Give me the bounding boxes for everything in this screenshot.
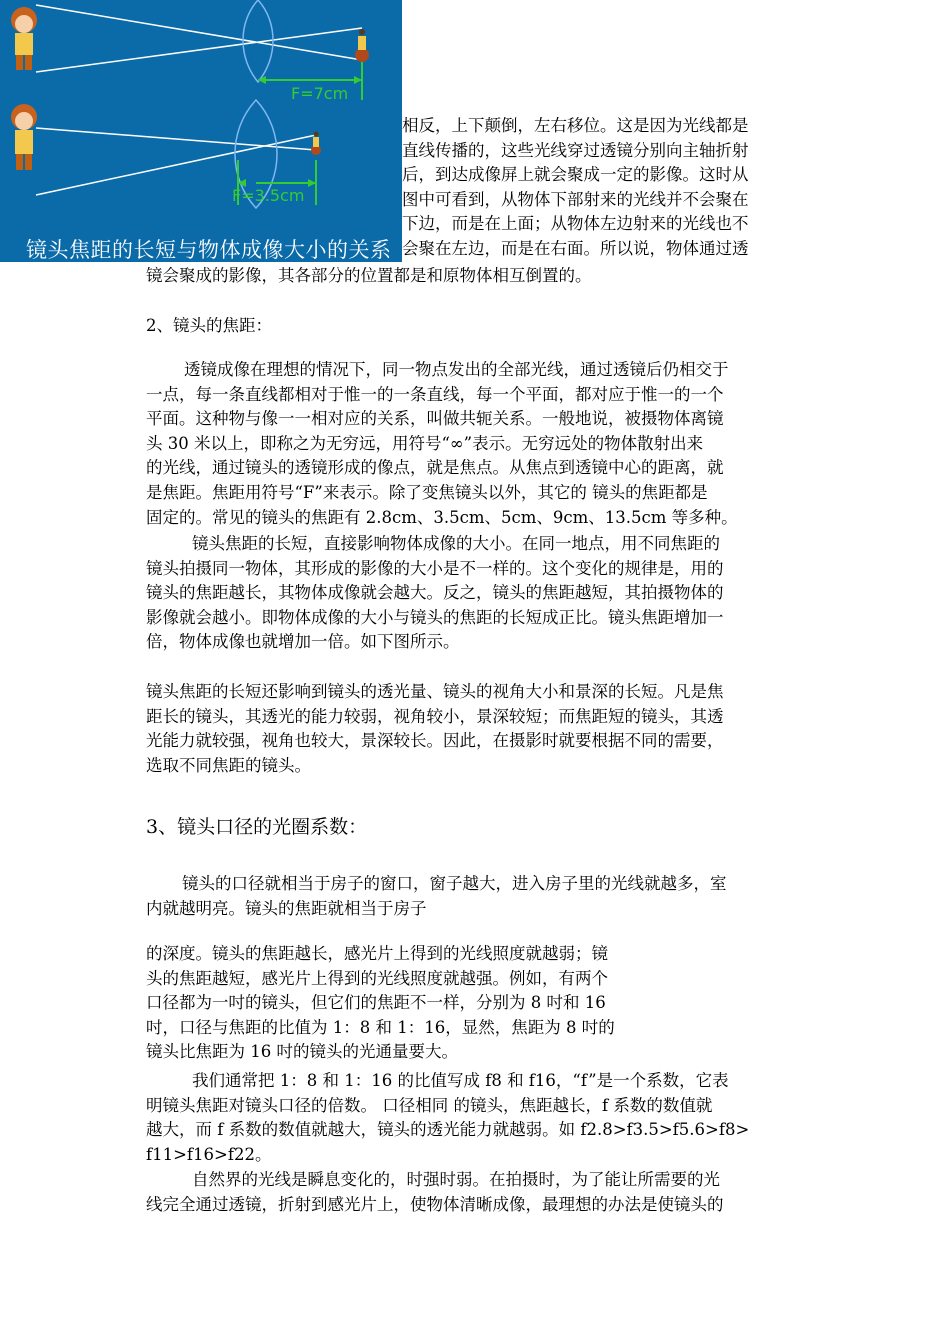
text-line: f11>f16>f22。: [146, 1144, 272, 1164]
text-line: 镜头拍摄同一物体，其形成的影像的大小是不一样的。这个变化的规律是，用的: [146, 558, 724, 578]
paragraph: [146, 1069, 806, 1167]
text-line: 的光线，通过镜头的透镜形成的像点，就是焦点。从焦点到透镜中心的距离，就: [146, 458, 724, 478]
paragraph: [146, 358, 806, 530]
text-line: 口径都为一吋的镜头，但它们的焦距不一样，分别为 8 吋和 16: [146, 993, 606, 1013]
side-paragraph: [402, 114, 804, 262]
section-heading: 3、镜头口径的光圈系数：: [146, 816, 368, 838]
text-line: 镜头的口径就相当于房子的窗口，窗子越大，进入房子里的光线就越多，室: [182, 874, 727, 893]
text-line: 光能力就较强，视角也较大，景深较长。因此，在摄影时就要根据不同的需要，: [146, 731, 724, 751]
text-line: 下边，而是在上面；从物体左边射来的光线也不: [402, 214, 749, 234]
text-line: 我们通常把 1：8 和 1：16 的比值写成 f8 和 f16，“f”是一个系数，它表: [192, 1071, 729, 1090]
diagram-illustration: [0, 0, 402, 262]
text-line: 线完全通过透镜，折射到感光片上，使物体清晰成像，最理想的办法是使镜头的: [146, 1194, 724, 1214]
text-line: 镜头焦距的长短，直接影响物体成像的大小。在同一地点，用不同焦距的: [192, 534, 720, 553]
text-line: 相反，上下颠倒，左右移位。这是因为光线都是: [402, 116, 749, 135]
text-line: 的深度。镜头的焦距越长，感光片上得到的光线照度就越弱；镜: [146, 944, 608, 963]
diagram-caption: 镜头焦距的长短与物体成像大小的关系: [26, 238, 392, 262]
text-line: 固定的。常见的镜头的焦距有 2.8cm、3.5cm、5cm、9cm、13.5cm 等多种。: [146, 507, 738, 527]
text-line: 图中可看到，从物体下部射来的光线并不会聚在: [402, 189, 749, 209]
text-line: 镜头比焦距为 16 吋的镜头的光通量要大。: [146, 1042, 458, 1062]
text-line: 透镜成像在理想的情况下，同一物点发出的全部光线，通过透镜后仍相交于: [184, 360, 729, 379]
text-line: 选取不同焦距的镜头。: [146, 755, 311, 775]
section-heading: 2、镜头的焦距：: [146, 316, 272, 335]
text-line: 越大，而 f 系数的数值就越大，镜头的透光能力就越弱。如 f2.8>f3.5>f5.6>f8>: [146, 1120, 750, 1140]
text-line: 直线传播的，这些光线穿过透镜分别向主轴折射: [402, 140, 749, 160]
paragraph: [146, 872, 806, 921]
focal-label-bottom: F=3.5cm: [232, 186, 305, 205]
focal-label-top: F=7cm: [291, 84, 349, 103]
text-line: 内就越明亮。镜头的焦距就相当于房子: [146, 898, 427, 918]
lens-focal-length-diagram: [0, 0, 402, 262]
text-line: 后，到达成像屏上就会聚成一定的影像。这时从: [402, 165, 749, 185]
paragraph: [146, 532, 806, 655]
text-line: 距长的镜头，其透光的能力较弱，视角较小，景深较短；而焦距短的镜头，其透: [146, 706, 724, 726]
text-line: 倍，物体成像也就增加一倍。如下图所示。: [146, 632, 460, 652]
text-line: 一点，每一条直线都相对于惟一的一条直线，每一个平面，都对应于惟一的一个: [146, 384, 724, 404]
text-line: 是焦距。焦距用符号“F”来表示。除了变焦镜头以外，其它的 镜头的焦距都是: [146, 482, 708, 502]
text-line: 镜会聚成的影像，其各部分的位置都是和原物体相互倒置的。: [146, 266, 592, 285]
text-line: 会聚在左边，而是在右面。所以说，物体通过透: [402, 238, 749, 258]
paragraph: [146, 942, 676, 1065]
text-line: 头的焦距越短，感光片上得到的光线照度就越强。例如，有两个: [146, 968, 608, 988]
text-line: 头 30 米以上，即称之为无穷远，用符号“∞”表示。无穷远处的物体散射出来: [146, 433, 704, 453]
text-line: 吋，口径与焦距的比值为 1：8 和 1：16，显然，焦距为 8 吋的: [146, 1017, 615, 1037]
text-line: 平面。这种物与像一一相对应的关系，叫做共轭关系。一般地说，被摄物体离镜: [146, 409, 724, 429]
paragraph: [146, 680, 806, 778]
paragraph: [146, 1168, 806, 1217]
text-line: 影像就会越小。即物体成像的大小与镜头的焦距的长短成正比。镜头焦距增加一: [146, 607, 724, 627]
text-line: 明镜头焦距对镜头口径的倍数。 口径相同 的镜头，焦距越长，f 系数的数值就: [146, 1095, 713, 1115]
text-line: 自然界的光线是瞬息变化的，时强时弱。在拍摄时，为了能让所需要的光: [192, 1170, 720, 1189]
text-line: 镜头焦距的长短还影响到镜头的透光量、镜头的视角大小和景深的长短。凡是焦: [146, 682, 724, 701]
text-line: 镜头的焦距越长，其物体成像就会越大。反之，镜头的焦距越短，其拍摄物体的: [146, 583, 724, 603]
